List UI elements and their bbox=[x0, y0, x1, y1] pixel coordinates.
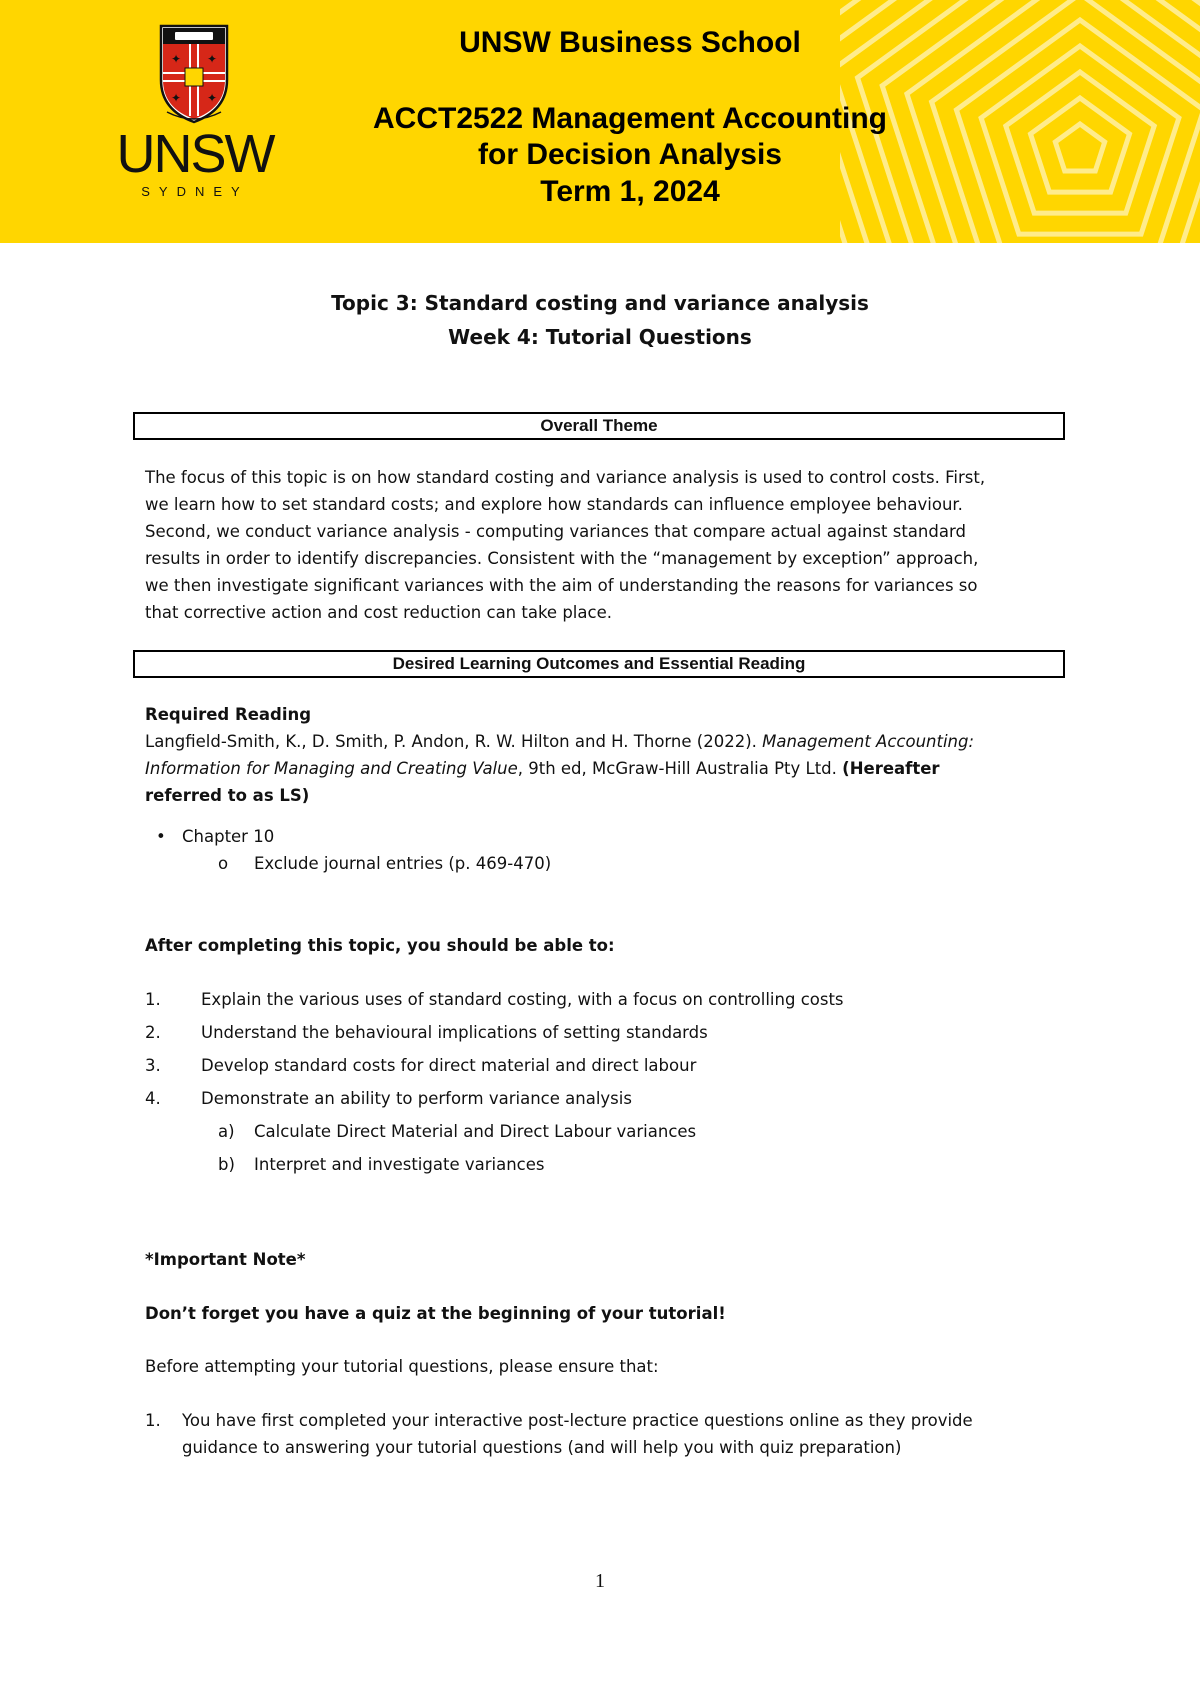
logo-wordmark: UNSW bbox=[116, 124, 274, 184]
pentagon-ring bbox=[932, 0, 1200, 243]
citation-title-part1: Management Accounting: bbox=[762, 732, 975, 751]
svg-text:✦: ✦ bbox=[206, 52, 218, 66]
note-item-number: 1. bbox=[145, 1411, 161, 1430]
course-title-line1: ACCT2522 Management Accounting bbox=[373, 102, 887, 135]
sub-bullet-icon: o bbox=[218, 854, 229, 873]
theme-line: we learn how to set standard costs; and explore how standards can influence employee behaviour. bbox=[145, 495, 963, 514]
outcome-item: Demonstrate an ability to perform variance analysis bbox=[201, 1089, 632, 1108]
outcome-number: 1. bbox=[145, 990, 161, 1009]
logo-subtitle: SYDNEY bbox=[141, 184, 249, 199]
outcome-number: 2. bbox=[145, 1023, 161, 1042]
quiz-reminder: Don’t forget you have a quiz at the beginning of your tutorial! bbox=[145, 1304, 726, 1323]
chapter-item: Chapter 10 bbox=[182, 827, 275, 846]
sub-item-letter: b) bbox=[218, 1155, 235, 1174]
overall-theme-heading: Overall Theme bbox=[133, 412, 1065, 440]
pentagon-ring bbox=[1031, 98, 1130, 192]
citation-note-part1: (Hereafter bbox=[842, 759, 940, 778]
theme-line: that corrective action and cost reduction can take place. bbox=[145, 603, 612, 622]
week-title: Week 4: Tutorial Questions bbox=[448, 325, 752, 349]
term-label: Term 1, 2024 bbox=[540, 175, 720, 208]
topic-title: Topic 3: Standard costing and variance analysis bbox=[331, 291, 869, 315]
citation-publisher: , 9th ed, McGraw-Hill Australia Pty Ltd. bbox=[517, 759, 843, 778]
note-item-line2: guidance to answering your tutorial questions (and will help you with quiz preparation) bbox=[182, 1438, 902, 1457]
theme-line: we then investigate significant variances with the aim of understanding the reasons for variances so bbox=[145, 576, 978, 595]
theme-line: Second, we conduct variance analysis - computing variances that compare actual against standard bbox=[145, 522, 966, 541]
outcome-item: Develop standard costs for direct material and direct labour bbox=[201, 1056, 697, 1075]
page-number: 1 bbox=[595, 1570, 605, 1592]
theme-line: The focus of this topic is on how standard costing and variance analysis is used to control costs. First, bbox=[145, 468, 986, 487]
citation-line2 bbox=[145, 759, 940, 778]
exclude-item: Exclude journal entries (p. 469-470) bbox=[254, 854, 552, 873]
pentagon-ring bbox=[1055, 124, 1104, 171]
outcomes-heading: Desired Learning Outcomes and Essential Reading bbox=[133, 650, 1065, 678]
school-name: UNSW Business School bbox=[459, 26, 801, 59]
before-attempting-text: Before attempting your tutorial questions, please ensure that: bbox=[145, 1357, 659, 1376]
required-reading-label: Required Reading bbox=[145, 705, 312, 724]
sub-item: Interpret and investigate variances bbox=[254, 1155, 545, 1174]
citation-authors: Langfield-Smith, K., D. Smith, P. Andon, R. W. Hilton and H. Thorne (2022). bbox=[145, 732, 763, 751]
theme-line: results in order to identify discrepancies. Consistent with the “management by exception” approach, bbox=[145, 549, 979, 568]
svg-text:✦: ✦ bbox=[206, 91, 218, 105]
sub-item: Calculate Direct Material and Direct Labour variances bbox=[254, 1122, 697, 1141]
outcome-item: Understand the behavioural implications of setting standards bbox=[201, 1023, 708, 1042]
citation-title-part2: Information for Managing and Creating Value bbox=[145, 759, 518, 778]
svg-text:✦: ✦ bbox=[170, 52, 182, 66]
after-completing-label: After completing this topic, you should be able to: bbox=[145, 936, 615, 955]
unsw-crest-logo bbox=[157, 22, 231, 126]
outcome-number: 4. bbox=[145, 1089, 161, 1108]
outcome-item: Explain the various uses of standard costing, with a focus on controlling costs bbox=[201, 990, 844, 1009]
course-title-line2: for Decision Analysis bbox=[478, 138, 782, 171]
header-banner bbox=[0, 0, 1200, 243]
citation-line1 bbox=[145, 732, 974, 751]
svg-text:✦: ✦ bbox=[170, 91, 182, 105]
citation-note-part2: referred to as LS) bbox=[145, 786, 310, 805]
sub-item-letter: a) bbox=[218, 1122, 235, 1141]
bullet-icon: • bbox=[156, 827, 166, 846]
important-note-label: *Important Note* bbox=[145, 1250, 306, 1269]
outcome-number: 3. bbox=[145, 1056, 161, 1075]
note-item-line1: You have first completed your interactive post-lecture practice questions online as they provide bbox=[182, 1411, 973, 1430]
